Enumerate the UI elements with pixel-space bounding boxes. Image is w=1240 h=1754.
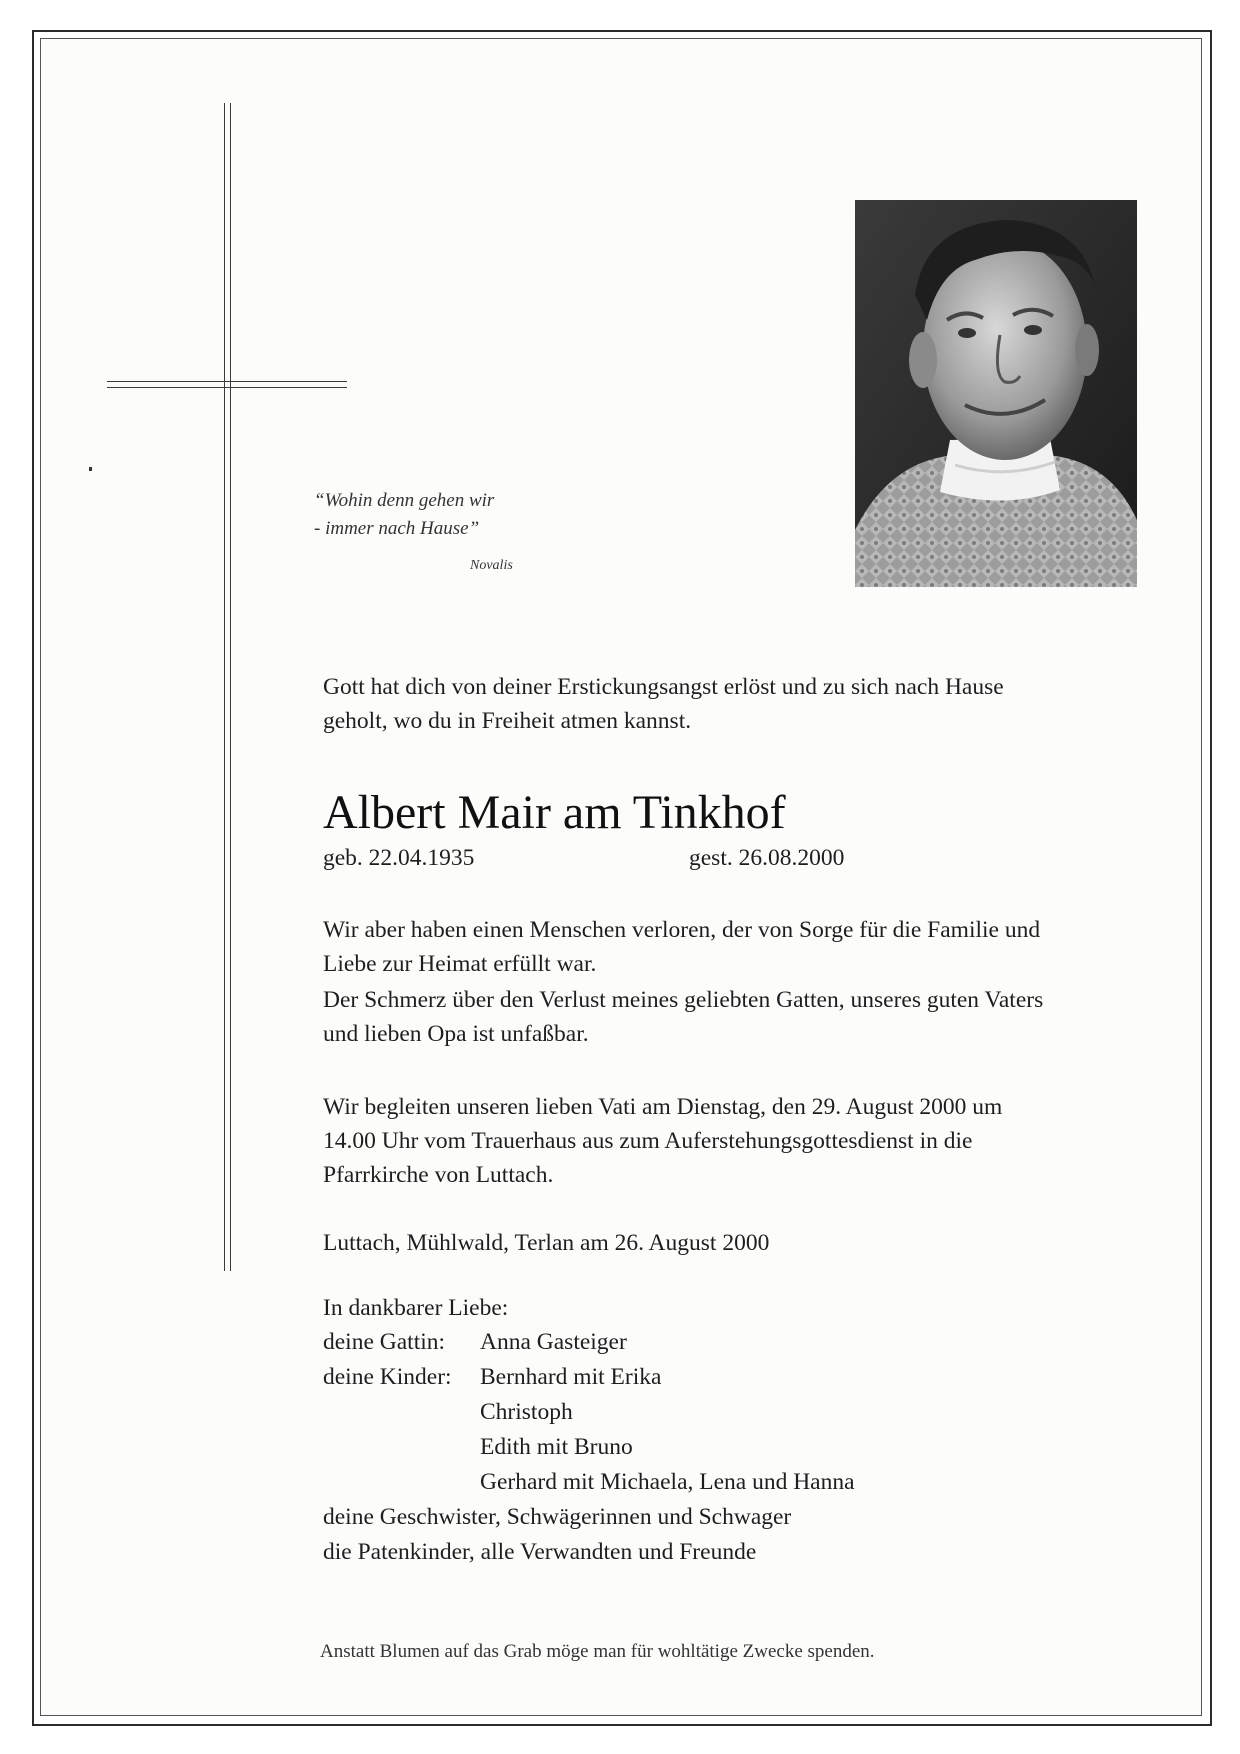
quote-line-1: “Wohin denn gehen wir bbox=[314, 490, 495, 511]
mourners-intro: In dankbarer Liebe: bbox=[323, 1295, 509, 1321]
birth-date: geb. 22.04.1935 bbox=[323, 845, 475, 871]
cross-vertical-beam bbox=[224, 103, 231, 1271]
paragraph2-line-2: 14.00 Uhr vom Trauerhaus aus zum Auferstehungsgottesdienst in die bbox=[323, 1128, 973, 1154]
child-entry: Edith mit Bruno bbox=[480, 1434, 633, 1460]
deceased-name: Albert Mair am Tinkhof bbox=[323, 786, 786, 839]
child-entry: Bernhard mit Erika bbox=[480, 1364, 662, 1390]
place-and-date: Luttach, Mühlwald, Terlan am 26. August 2000 bbox=[323, 1230, 770, 1256]
paragraph1-line-2: Liebe zur Heimat erfüllt war. bbox=[323, 951, 597, 977]
child-entry: Gerhard mit Michaela, Lena und Hanna bbox=[480, 1469, 855, 1495]
intro-line-2: geholt, wo du in Freiheit atmen kannst. bbox=[323, 708, 692, 734]
quote bbox=[314, 487, 554, 543]
siblings-line: deine Geschwister, Schwägerinnen und Schwager bbox=[323, 1504, 792, 1530]
paragraph1-line-1: Wir aber haben einen Menschen verloren, der von Sorge für die Familie und bbox=[323, 917, 1041, 943]
donation-note: Anstatt Blumen auf das Grab möge man für wohltätige Zwecke spenden. bbox=[320, 1641, 875, 1662]
paragraph2-line-1: Wir begleiten unseren lieben Vati am Dienstag, den 29. August 2000 um bbox=[323, 1094, 1003, 1120]
relatives-line: die Patenkinder, alle Verwandten und Freunde bbox=[323, 1539, 757, 1565]
quote-line-2: - immer nach Hause” bbox=[314, 518, 480, 539]
children-label: deine Kinder: bbox=[323, 1364, 452, 1390]
paragraph2-line-3: Pfarrkirche von Luttach. bbox=[323, 1162, 554, 1188]
print-speck bbox=[89, 467, 92, 471]
child-entry: Christoph bbox=[480, 1399, 573, 1425]
quote-author: Novalis bbox=[470, 558, 513, 573]
children-row bbox=[323, 1360, 661, 1394]
paragraph1-line-3: Der Schmerz über den Verlust meines geliebten Gatten, unseres guten Vaters bbox=[323, 987, 1044, 1013]
spouse-label: deine Gattin: bbox=[323, 1329, 446, 1355]
spouse-name: Anna Gasteiger bbox=[480, 1329, 627, 1355]
portrait-photo bbox=[855, 200, 1137, 587]
spouse-row bbox=[323, 1325, 627, 1359]
intro-line-1: Gott hat dich von deiner Erstickungsangst erlöst und zu sich nach Hause bbox=[323, 674, 1004, 700]
paragraph1-line-4: und lieben Opa ist unfaßbar. bbox=[323, 1021, 589, 1047]
cross-horizontal-beam bbox=[107, 381, 347, 388]
death-date: gest. 26.08.2000 bbox=[689, 845, 845, 871]
